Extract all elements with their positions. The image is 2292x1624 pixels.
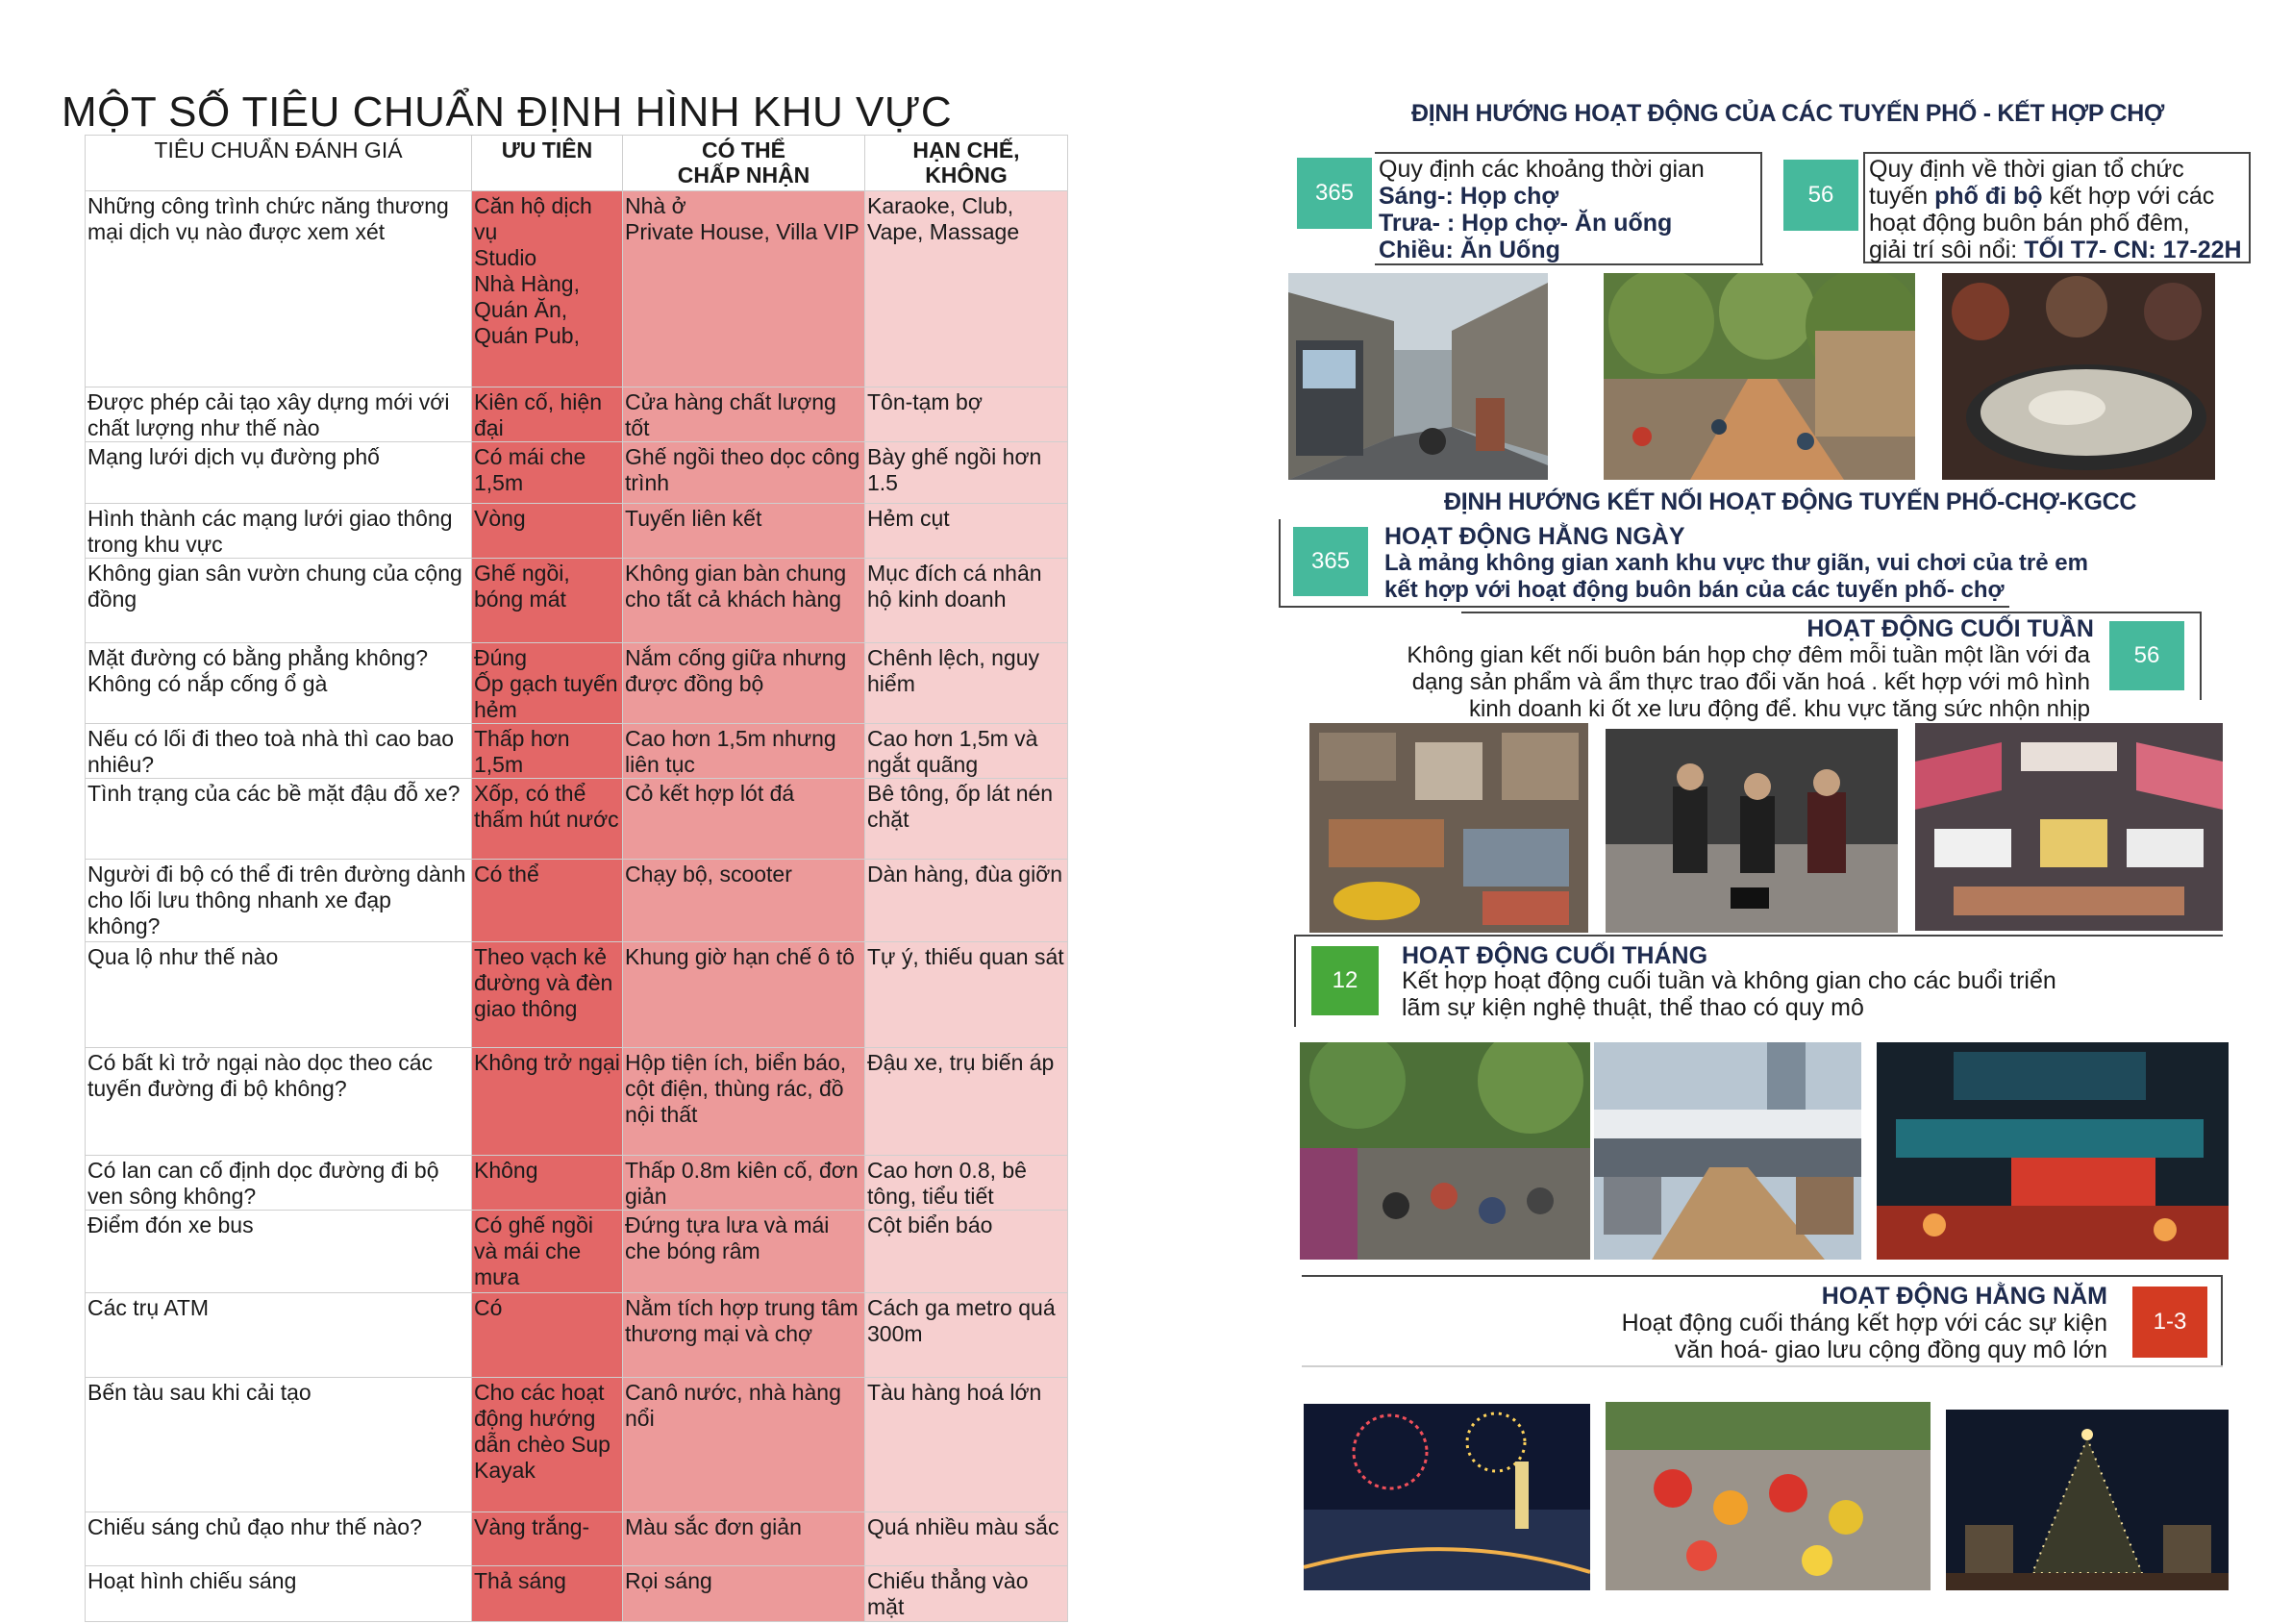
- table-row: [86, 942, 1068, 1048]
- table-row: [86, 779, 1068, 860]
- photo-night-concert-event: [1877, 1042, 2229, 1260]
- cell-criterion: Tình trạng của các bề mặt đậu đỗ xe?: [86, 779, 472, 860]
- cell-criterion: Hoạt hình chiếu sáng: [86, 1566, 472, 1622]
- time-schedule-box: [1375, 152, 1762, 265]
- cell-priority: Xốp, có thể thấm hút nước: [472, 779, 623, 860]
- walking-street-box: [1863, 152, 2251, 263]
- cell-restricted: Karaoke, Club, Vape, Massage: [865, 191, 1068, 387]
- cell-acceptable: Nằm tích hợp trung tâm thương mại và chợ: [623, 1293, 865, 1378]
- cell-acceptable: Canô nước, nhà hàng nổi: [623, 1378, 865, 1512]
- weekend-line3: kinh doanh ki ốt xe lưu động để. khu vực tăng sức nhộn nhịp: [1469, 696, 2090, 722]
- cell-criterion: Có lan can cố định dọc đường đi bộ ven sông không?: [86, 1156, 472, 1211]
- cell-criterion: Không gian sân vườn chung của cộng đồng: [86, 559, 472, 643]
- photo-christmas-tree-square: [1946, 1410, 2229, 1590]
- cell-restricted: Cao hơn 0.8, bê tông, tiểu tiết: [865, 1156, 1068, 1211]
- photo-street-musicians: [1606, 729, 1898, 933]
- photo-crowded-street-fair-image: [1300, 1042, 1590, 1260]
- table-row: [86, 643, 1068, 724]
- weekend-line1: Không gian kết nối buôn bán họp chợ đêm mỗi tuần một lần với đa: [1407, 642, 2090, 668]
- photo-walking-street-trees-image: [1604, 273, 1915, 480]
- header-restricted-text: HẠN CHẾ, KHÔNG: [912, 137, 1020, 187]
- photo-fireworks-city: [1304, 1404, 1590, 1590]
- header-priority: ƯU TIÊN: [472, 136, 623, 191]
- cell-restricted: Chiếu thẳng vào mặt: [865, 1566, 1068, 1622]
- yearly-line2: văn hoá- giao lưu cộng đồng quy mô lớn: [1674, 1337, 2107, 1363]
- badge-12-monthly: 12: [1311, 946, 1379, 1015]
- table-row: [86, 1566, 1068, 1622]
- yearly-description: [1434, 1310, 2107, 1363]
- cell-acceptable: Màu sắc đơn giản: [623, 1512, 865, 1566]
- time-schedule-afternoon: Chiều: Ăn Uống: [1379, 237, 1560, 263]
- weekend-line2: dạng sản phẩm và ẩm thực trao đổi văn hoá . kết hợp với mô hình: [1411, 669, 2090, 695]
- monthly-line1: Kết hợp hoạt động cuối tuần và không gian cho các buổi triển: [1402, 967, 2056, 994]
- table-row: [86, 387, 1068, 442]
- table-row: [86, 191, 1068, 387]
- cell-criterion: Qua lộ như thế nào: [86, 942, 472, 1048]
- cell-priority: Có: [472, 1293, 623, 1378]
- yearly-line1: Hoạt động cuối tháng kết hợp với các sự kiện: [1621, 1310, 2107, 1337]
- cell-restricted: Tôn-tạm bợ: [865, 387, 1068, 442]
- photo-christmas-tree-square-image: [1946, 1410, 2229, 1590]
- photo-street-food-cooking: [1942, 273, 2215, 480]
- photo-market-aerial-image: [1309, 723, 1588, 933]
- cell-priority: Có thể: [472, 860, 623, 942]
- daily-line1: Là mảng không gian xanh khu vực thư giãn, vui chơi của trẻ em: [1384, 550, 2088, 576]
- cell-restricted: Tàu hàng hoá lớn: [865, 1378, 1068, 1512]
- time-schedule-noon: Trưa- : Họp chợ- Ăn uống: [1379, 210, 1673, 237]
- table-row: [86, 724, 1068, 779]
- section-title-connections: ĐỊNH HƯỚNG KẾT NỐI HOẠT ĐỘNG TUYẾN PHỐ-CHỢ-KGCC: [1444, 488, 2137, 515]
- table-row: [86, 442, 1068, 504]
- photo-street-tram: [1288, 273, 1548, 480]
- table-row: [86, 1293, 1068, 1378]
- cell-criterion: Người đi bộ có thể đi trên đường dành cho lối lưu thông nhanh xe đạp không?: [86, 860, 472, 942]
- cell-acceptable: Hộp tiện ích, biển báo, cột điện, thùng rác, đồ nội thất: [623, 1048, 865, 1156]
- cell-acceptable: Đứng tựa lưa và mái che bóng râm: [623, 1211, 865, 1293]
- photo-street-musicians-image: [1606, 729, 1898, 933]
- cell-restricted: Cột biển báo: [865, 1211, 1068, 1293]
- cell-priority: Thấp hơn 1,5m: [472, 724, 623, 779]
- cell-criterion: Được phép cải tạo xây dựng mới với chất lượng như thế nào: [86, 387, 472, 442]
- cell-acceptable: Tuyến liên kết: [623, 504, 865, 559]
- cell-restricted: Chênh lệch, nguy hiểm: [865, 643, 1068, 724]
- cell-criterion: Điểm đón xe bus: [86, 1211, 472, 1293]
- cell-restricted: Mục đích cá nhân hộ kinh doanh: [865, 559, 1068, 643]
- cell-acceptable: Chạy bộ, scooter: [623, 860, 865, 942]
- walking-street-line2a: tuyến: [1869, 183, 1935, 210]
- cell-priority: Kiên cố, hiện đại: [472, 387, 623, 442]
- photo-street-tram-image: [1288, 273, 1548, 480]
- monthly-heading: HOẠT ĐỘNG CUỐI THÁNG: [1402, 942, 1708, 969]
- cell-priority: Có mái che 1,5m: [472, 442, 623, 504]
- cell-restricted: Bê tông, ốp lát nén chặt: [865, 779, 1068, 860]
- cell-priority: Không trở ngại: [472, 1048, 623, 1156]
- walking-street-highlight: phố đi bộ: [1934, 183, 2043, 210]
- cell-priority: Cho các hoạt động hướng dẫn chèo Sup Kayak: [472, 1378, 623, 1512]
- page-title: MỘT SỐ TIÊU CHUẨN ĐỊNH HÌNH KHU VỰC: [62, 88, 953, 136]
- cell-acceptable: Ghế ngồi theo dọc công trình: [623, 442, 865, 504]
- daily-line2: kết hợp với hoạt động buôn bán của các tuyến phố- chợ: [1384, 577, 2005, 603]
- photo-street-food-cooking-image: [1942, 273, 2215, 480]
- cell-acceptable: Nắm cống giữa nhưng được đồng bộ: [623, 643, 865, 724]
- table-row: [86, 860, 1068, 942]
- cell-criterion: Chiếu sáng chủ đạo như thế nào?: [86, 1512, 472, 1566]
- cell-acceptable: Thấp 0.8m kiên cố, đơn giản: [623, 1156, 865, 1211]
- yearly-heading: HOẠT ĐỘNG HẰNG NĂM: [1821, 1283, 2107, 1310]
- walking-street-line4a: giải trí sôi nổi:: [1869, 237, 2025, 263]
- weekend-description: [1225, 642, 2090, 723]
- cell-acceptable: Cỏ kết hợp lót đá: [623, 779, 865, 860]
- table-row: [86, 1048, 1068, 1156]
- photo-festival-parade: [1606, 1402, 1931, 1590]
- walking-street-line4: [1869, 237, 2245, 263]
- walking-street-line3: hoạt động buôn bán phố đêm,: [1869, 210, 2190, 237]
- cell-acceptable: Khung giờ hạn chế ô tô: [623, 942, 865, 1048]
- photo-pop-up-market-pavilion: [1594, 1042, 1861, 1260]
- cell-criterion: Bến tàu sau khi cải tạo: [86, 1378, 472, 1512]
- badge-56-weekend: 56: [2109, 621, 2184, 690]
- daily-bottom-line: [1279, 606, 2009, 608]
- yearly-right-line: [2221, 1275, 2223, 1367]
- weekend-heading: HOẠT ĐỘNG CUỐI TUẦN: [1806, 615, 2094, 642]
- cell-criterion: Nếu có lối đi theo toà nhà thì cao bao nhiêu?: [86, 724, 472, 779]
- header-acceptable-text: CÓ THỂ CHẤP NHẬN: [677, 137, 810, 187]
- table-row: [86, 1211, 1068, 1293]
- time-schedule-morning: Sáng-: Họp chợ: [1379, 183, 1559, 210]
- cell-restricted: Bày ghế ngồi hơn 1.5: [865, 442, 1068, 504]
- cell-acceptable: Cửa hàng chất lượng tốt: [623, 387, 865, 442]
- photo-festival-parade-image: [1606, 1402, 1931, 1590]
- table-row: [86, 504, 1068, 559]
- badge-56-top: 56: [1783, 160, 1858, 231]
- cell-restricted: Đậu xe, trụ biến áp: [865, 1048, 1068, 1156]
- cell-priority: Theo vạch kẻ đường và đèn giao thông: [472, 942, 623, 1048]
- cell-criterion: Các trụ ATM: [86, 1293, 472, 1378]
- table-body: [86, 191, 1068, 1622]
- cell-priority: Vòng: [472, 504, 623, 559]
- header-restricted: [865, 136, 1068, 191]
- badge-1-3-yearly: 1-3: [2132, 1287, 2207, 1358]
- header-acceptable: [623, 136, 865, 191]
- walking-street-hours: TỐI T7- CN: 17-22H: [2024, 237, 2242, 263]
- weekend-top-line: [1461, 612, 2202, 613]
- cell-priority: Thả sáng: [472, 1566, 623, 1622]
- cell-restricted: Dàn hàng, đùa giỡn: [865, 860, 1068, 942]
- photo-fireworks-city-image: [1304, 1404, 1590, 1590]
- table-row: [86, 1512, 1068, 1566]
- walking-street-line1: Quy định về thời gian tổ chức: [1869, 156, 2184, 183]
- weekend-right-line: [2200, 612, 2202, 700]
- badge-365-top: 365: [1297, 158, 1372, 229]
- monthly-line2: lãm sự kiện nghệ thuật, thể thao có quy mô: [1402, 994, 1864, 1021]
- cell-criterion: Có bất kì trở ngại nào dọc theo các tuyến đường đi bộ không?: [86, 1048, 472, 1156]
- photo-night-market-stalls-image: [1915, 723, 2223, 931]
- table-row: [86, 559, 1068, 643]
- badge-365-daily: 365: [1293, 527, 1368, 596]
- photo-night-concert-event-image: [1877, 1042, 2229, 1260]
- monthly-top-line: [1294, 935, 2223, 937]
- box1-bottom-line: [1375, 263, 1763, 265]
- cell-restricted: Tự ý, thiếu quan sát: [865, 942, 1068, 1048]
- cell-acceptable: Rọi sáng: [623, 1566, 865, 1622]
- table-row: [86, 1378, 1068, 1512]
- photo-night-market-stalls: [1915, 723, 2223, 931]
- cell-priority: Có ghế ngồi và mái che mưa: [472, 1211, 623, 1293]
- cell-criterion: Những công trình chức năng thương mại dịch vụ nào được xem xét: [86, 191, 472, 387]
- time-schedule-line1: Quy định các khoảng thời gian: [1379, 156, 1705, 183]
- cell-restricted: Cao hơn 1,5m và ngắt quãng: [865, 724, 1068, 779]
- walking-street-line2c: kết hợp với các: [2042, 183, 2215, 210]
- walking-street-line2: [1869, 183, 2245, 210]
- table-row: [86, 1156, 1068, 1211]
- table-header-row: [86, 136, 1068, 191]
- photo-walking-street-trees: [1604, 273, 1915, 480]
- monthly-description: [1402, 967, 2056, 1021]
- daily-left-line: [1279, 519, 1281, 606]
- criteria-table: [85, 135, 1068, 1622]
- header-criteria: TIÊU CHUẨN ĐÁNH GIÁ: [86, 136, 472, 191]
- cell-restricted: Quá nhiều màu sắc: [865, 1512, 1068, 1566]
- monthly-left-line: [1294, 935, 1296, 1027]
- cell-criterion: Mạng lưới dịch vụ đường phố: [86, 442, 472, 504]
- cell-criterion: Hình thành các mạng lưới giao thông trong khu vực: [86, 504, 472, 559]
- cell-priority: Đúng Ốp gạch tuyến hẻm: [472, 643, 623, 724]
- cell-restricted: Cách ga metro quá 300m: [865, 1293, 1068, 1378]
- cell-priority: Ghế ngồi, bóng mát: [472, 559, 623, 643]
- yearly-bottom-line: [1302, 1365, 2223, 1367]
- cell-acceptable: Nhà ở Private House, Villa VIP: [623, 191, 865, 387]
- cell-priority: Vàng trắng-: [472, 1512, 623, 1566]
- cell-acceptable: Không gian bàn chung cho tất cả khách hàng: [623, 559, 865, 643]
- photo-market-aerial: [1309, 723, 1588, 933]
- photo-crowded-street-fair: [1300, 1042, 1590, 1260]
- cell-acceptable: Cao hơn 1,5m nhưng liên tục: [623, 724, 865, 779]
- yearly-top-line: [1302, 1275, 2223, 1277]
- cell-restricted: Hẻm cụt: [865, 504, 1068, 559]
- section-title-street-activities: ĐỊNH HƯỚNG HOẠT ĐỘNG CỦA CÁC TUYẾN PHỐ - KẾT HỢP CHỢ: [1411, 100, 2165, 127]
- cell-priority: Không: [472, 1156, 623, 1211]
- cell-criterion: Mặt đường có bằng phẳng không? Không có nắp cống ổ gà: [86, 643, 472, 724]
- cell-priority: Căn hộ dịch vụ Studio Nhà Hàng, Quán Ăn, Quán Pub,: [472, 191, 623, 387]
- daily-heading: HOẠT ĐỘNG HẰNG NGÀY: [1384, 523, 1685, 550]
- photo-pop-up-market-pavilion-image: [1594, 1042, 1861, 1260]
